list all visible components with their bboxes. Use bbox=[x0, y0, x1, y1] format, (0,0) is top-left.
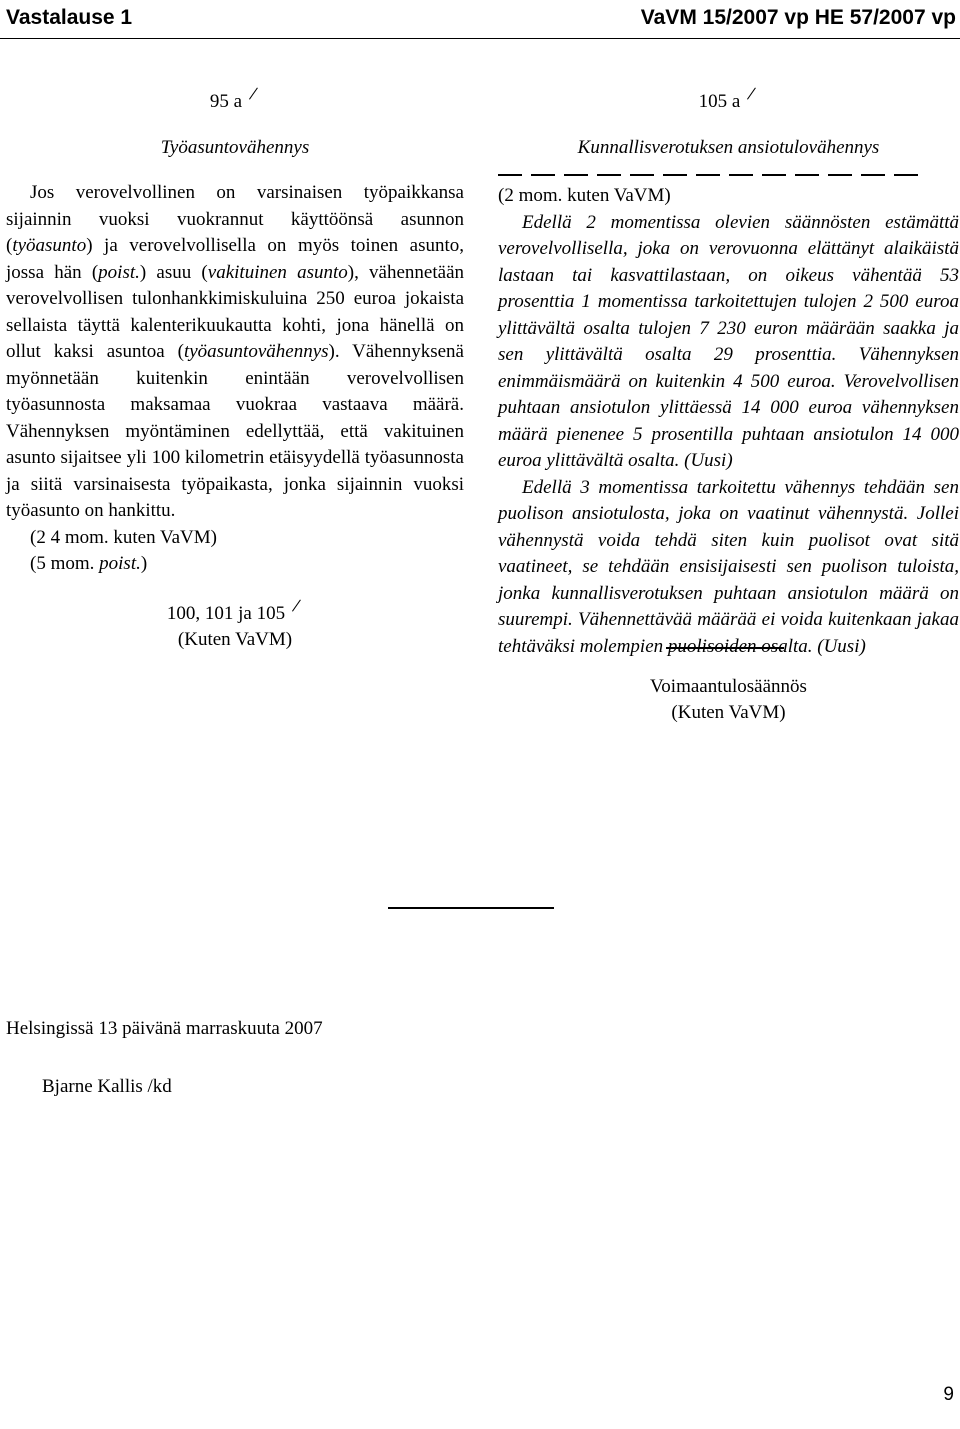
left-column bbox=[6, 89, 464, 654]
section-title: Kunnallisverotuksen ansiotulovähennys bbox=[577, 136, 880, 158]
section-title: Työasuntovähennys bbox=[160, 136, 310, 158]
moment-note: (5 mom. poist.) bbox=[30, 553, 148, 574]
header-right: VaVM 15/2007 vp HE 57/2007 vp bbox=[640, 6, 956, 29]
section-sign-icon bbox=[248, 90, 260, 110]
section-heading-105a bbox=[498, 89, 959, 116]
entry-into-force-note: (Kuten VaVM) bbox=[671, 702, 786, 723]
header-rule bbox=[0, 38, 960, 39]
section-sign-icon bbox=[746, 90, 758, 110]
signature: Bjarne Kallis /kd bbox=[42, 1076, 172, 1097]
reference-sections: 100, 101 ja 105 bbox=[6, 601, 464, 628]
section-number: 95 a bbox=[209, 91, 243, 112]
page-number: 9 bbox=[943, 1384, 954, 1405]
closing-rule bbox=[388, 907, 554, 909]
body-paragraph: Jos verovelvollinen on varsinaisen työpaikkansa sijainnin vuoksi vuokrannut käyttöönsä asunnon (työasunto) ja verovelvollisella on myös toinen asunto, jossa hän (poist.) asuu (vakituinen asunto), vähennetään verovelvollisen tulonhankkimiskuluina 250 euroa jokaista sellaista täyttä kalenterikuukautta kohti, jona hänellä on ollut kaksi asuntoa (työasuntovähennys). Vähennyksenä myönnetään kuitenkin enintään verovelvollisen työasunnosta maksamaa vuokraa vastaava määrä. Vähennyksen myöntäminen edellyttää, että vakituinen asunto sijaitsee yli 100 kilometrin etäisyydellä työasunnosta ja siitä varsinaisesta työpaikasta, jonka sijainnin vuoksi työasunto on hankittu. bbox=[6, 182, 465, 521]
entry-into-force-title: Voimaantulosäännös bbox=[650, 675, 807, 697]
right-column bbox=[498, 89, 959, 727]
omission-dashes bbox=[498, 169, 959, 181]
section-number: 105 a bbox=[698, 91, 741, 112]
place-and-date: Helsingissä 13 päivänä marraskuuta 2007 bbox=[6, 1018, 323, 1039]
section-heading-95a bbox=[6, 89, 464, 116]
body-paragraph: Edellä 3 momentissa tarkoitettu vähennys tehdään sen puolison ansiotulosta, joka on vaatinut vähennystä. Jollei vähennystä voida tehdä siten kuin puolisot ovat sitä vaatineet, se tehdään ensisijaisesti sen puolison tuloista, jonka kunnallisverotuksen puhtaan ansiotulon määrä on suurempi. Vähennettävää määrää ei voida kuitenkaan jakaa tehtäväksi molempien puolisoiden osalta. (Uusi) bbox=[498, 476, 959, 657]
page-header bbox=[6, 6, 956, 36]
section-sign-icon bbox=[291, 602, 303, 622]
reference-note: (Kuten VaVM) bbox=[177, 629, 293, 650]
moment-note: (2 4 mom. kuten VaVM) bbox=[30, 526, 217, 548]
header-left: Vastalause 1 bbox=[6, 6, 133, 29]
body-paragraph: Edellä 2 momentissa olevien säännösten estämättä verovelvollisella, joka on verovuonna elättänyt alaikäistä lastaan tai kasvattilastaan, on oikeus vähentää 53 prosenttia 1 momentissa tarkoitettujen tulojen 2 500 euroa ylittävältä osalta tulojen 7 230 euron määrään saakka ja sen ylittävältä osalta 29 prosenttia. Vähennyksen enimmäismäärä on kuitenkin 4 500 euroa. Verovelvollisen puhtaan ansiotulon ylittäessä 14 000 euroa vähennyksen määrä pienenee 5 prosentilla puhtaan ansiotulon 14 000 euroa ylittävältä osalta. (Uusi) bbox=[498, 211, 959, 471]
moment-note: (2 mom. kuten VaVM) bbox=[498, 185, 671, 206]
